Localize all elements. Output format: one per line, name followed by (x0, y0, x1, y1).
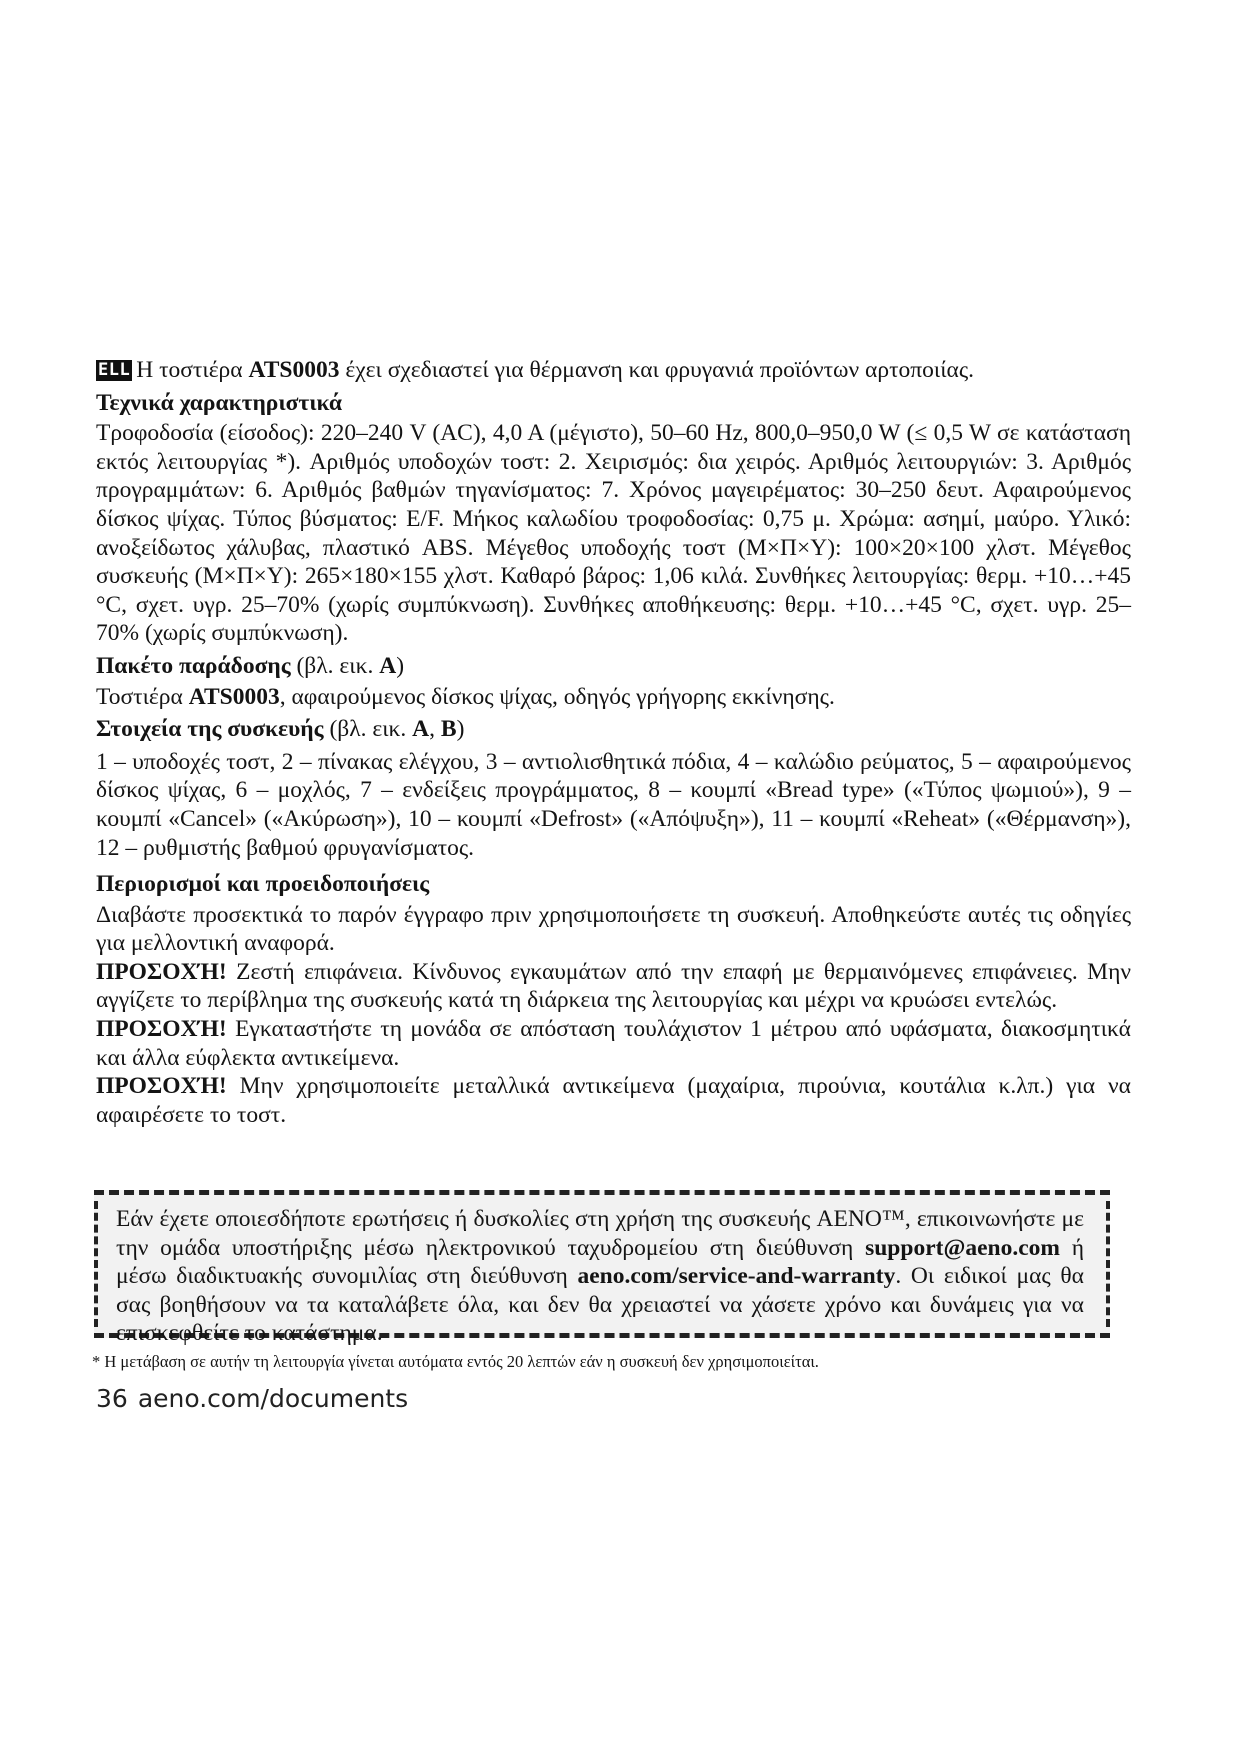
manual-body (96, 356, 1131, 1129)
model-number: ATS0003 (248, 357, 340, 383)
support-notice-text: Εάν έχετε οποιεσδήποτε ερωτήσεις ή δυσκολίες στη χρήση της συσκευής AENO™, επικοινωνήστε με την ομάδα υποστήριξης μέσω ηλεκτρονικού ταχυδρομείου στη διεύθυνση support@aeno.com ή μέσω διαδικτυακής συνομιλίας στη διεύθυνση aeno.com/service-and-warranty. Οι ειδικοί μας θα σας βοηθήσουν να τα καταλάβετε όλα, και δεν θα χρειαστεί να χάσετε χρόνο και δυνάμεις για να επισκεφθείτε το κατάστημα. (116, 1206, 1084, 1347)
warning-item: ΠΡΟΣΟΧΉ! Μην χρησιμοποιείτε μεταλλικά αντικείμενα (μαχαίρια, πιρούνια, κουτάλια κ.λπ.) για να αφαιρέσετε το τοστ. (96, 1073, 1131, 1128)
support-notice-box (94, 1190, 1110, 1347)
warning-label: ΠΡΟΣΟΧΉ! (96, 958, 227, 985)
page-number: 36 (96, 1384, 128, 1413)
warning-item: ΠΡΟΣΟΧΉ! Ζεστή επιφάνεια. Κίνδυνος εγκαυμάτων από την επαφή με θερμαινόμενες επιφάνειες. Μην αγγίζετε το περίβλημα της συσκευής κατά τη διάρκεια της λειτουργίας και μέχρι να κρυώσει εντελώς. (96, 958, 1131, 1014)
support-email-link[interactable]: support@aeno.com (865, 1234, 1060, 1261)
language-badge: ELL (98, 360, 131, 380)
components-heading: Στοιχεία της συσκευής (βλ. εικ. A, B) (96, 716, 465, 743)
package-heading: Πακέτο παράδοσης (βλ. εικ. A) (96, 652, 405, 679)
package-paragraph: Τοστιέρα ATS0003, αφαιρούμενος δίσκος ψίχας, οδηγός γρήγορης εκκίνησης. (96, 683, 835, 710)
specs-heading: Τεχνικά χαρακτηριστικά (96, 389, 343, 416)
warning-label: ΠΡΟΣΟΧΉ! (96, 1073, 227, 1100)
package-model: ATS0003 (188, 683, 280, 710)
warning-item: ΠΡΟΣΟΧΉ! Εγκαταστήστε τη μονάδα σε απόσταση τουλάχιστον 1 μέτρου από υφάσματα, διακοσμητικά και άλλα εύφλεκτα αντικείμενα. (96, 1016, 1131, 1071)
warnings-intro: Διαβάστε προσεκτικά το παρόν έγγραφο πριν χρησιμοποιήσετε τη συσκευή. Αποθηκεύστε αυτές τις οδηγίες για μελλοντική αναφορά. (96, 901, 1131, 957)
page-footer (96, 1384, 408, 1414)
footnote: * Η μετάβαση σε αυτήν τη λειτουργία γίνεται αυτόματα εντός 20 λεπτών εάν η συσκευή δεν χρησιμοποιείται. (92, 1352, 819, 1371)
documents-link[interactable]: aeno.com/documents (137, 1384, 409, 1413)
specs-paragraph: Τροφοδοσία (είσοδος): 220–240 V (AC), 4,0 A (μέγιστο), 50–60 Hz, 800,0–950,0 W (≤ 0,5 W σε κατάσταση εκτός λειτουργίας *). Αριθμός υποδοχών τοστ: 2. Χειρισμός: δια χειρός. Αριθμός λειτουργιών: 3. Αριθμός προγραμμάτων: 6. Αριθμός βαθμών τηγανίσματος: 7. Χρόνος μαγειρέματος: 30–250 δευτ. Αφαιρούμενος δίσκος ψίχας. Τύπος βύσματος: E/F. Μήκος καλωδίου τροφοδοσίας: 0,75 μ. Χρώμα: ασημί, μαύρο. Υλικό: ανοξείδωτος χάλυβας, πλαστικό ABS. Μέγεθος υποδοχής τοστ (Μ×Π×Υ): 100×20×100 χλστ. Μέγεθος συσκευής (Μ×Π×Υ): 265×180×155 χλστ. Καθαρό βάρος: 1,06 κιλά. Συνθήκες λειτουργίας: θερμ. +10…+45 °C, σχετ. υγρ. 25–70% (χωρίς συμπύκνωση). Συνθήκες αποθήκευσης: θερμ. +10…+45 °C, σχετ. υγρ. 25–70% (χωρίς συμπύκνωση). (96, 420, 1131, 647)
components-paragraph: 1 – υποδοχές τοστ, 2 – πίνακας ελέγχου, 3 – αντιολισθητικά πόδια, 4 – καλώδιο ρεύματος, 5 – αφαιρούμενος δίσκος ψίχας, 6 – μοχλός, 7 – ενδείξεις προγράμματος, 8 – κουμπί «Bread type» («Τύπος ψωμιού»), 9 – κουμπί «Cancel» («Ακύρωση»), 10 – κουμπί «Defrost» («Απόψυξη»), 11 – κουμπί «Reheat» («Θέρμανση»), 12 – ρυθμιστής βαθμού φρυγανίσματος. (96, 748, 1131, 861)
service-warranty-link[interactable]: aeno.com/service-and-warranty (577, 1263, 896, 1290)
intro-paragraph: ELL Η τοστιέρα ATS0003 έχει σχεδιαστεί για θέρμανση και φρυγανιά προϊόντων αρτοποιίας. (98, 357, 975, 383)
warning-label: ΠΡΟΣΟΧΉ! (96, 1016, 227, 1043)
warnings-heading: Περιορισμοί και προειδοποιήσεις (96, 871, 430, 898)
